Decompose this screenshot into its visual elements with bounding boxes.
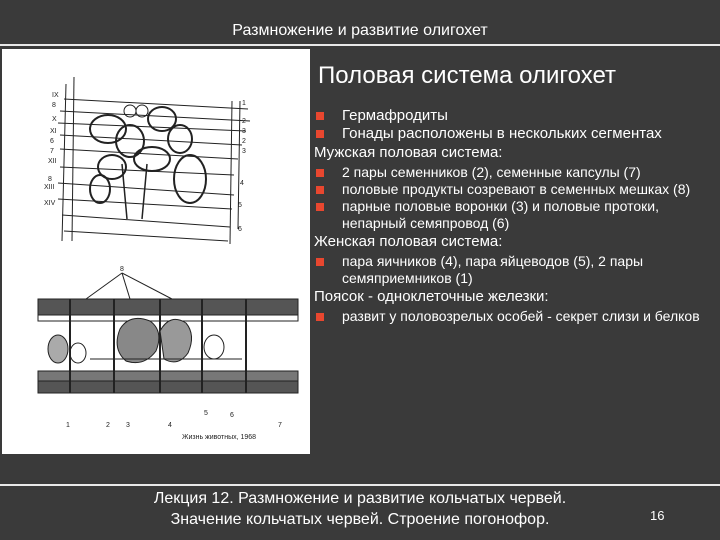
diagram-label: 5 [238, 202, 242, 209]
clitellum-heading: Поясок - одноклеточные железки: [314, 288, 549, 305]
bullet-funnels: парные половые воронки (3) и половые протоки, непарный семяпровод (6) [314, 198, 714, 232]
diagram-label: 6 [50, 138, 54, 145]
bullet-ovaries: пара яичников (4), пара яйцеводов (5), 2 пары семяприемников (1) [314, 253, 714, 287]
female-system-heading: Женская половая система: [314, 233, 503, 250]
diagram-label: 1 [242, 100, 246, 107]
diagram-label: XI [50, 128, 57, 135]
diagram-label: 8 [48, 176, 52, 183]
diagram-label: XIV [44, 200, 56, 207]
page-number: 16 [650, 508, 665, 523]
diagram-label: X [52, 116, 57, 123]
bullet-marker [316, 112, 324, 120]
top-diagram-left-labels [44, 92, 59, 207]
header-title: Размножение и развитие олигохет [232, 22, 488, 39]
figure-caption: Жизнь животных, 1968 [182, 434, 257, 441]
diagram-label: 2 [106, 422, 110, 429]
diagram-label: IX [52, 92, 59, 99]
diagram-label: 1 [66, 422, 70, 429]
footer-line-2: Значение кольчатых червей. Строение погонофор. [170, 511, 550, 528]
bullet-marker [316, 130, 324, 138]
bullet-hermaphrodites: Гермафродиты [314, 107, 714, 125]
content-body [314, 107, 714, 325]
bullet-seminal-vesicles: половые продукты созревают в семенных мешках (8) [314, 181, 714, 198]
diagram-label: 7 [278, 422, 282, 429]
footer-text [100, 488, 620, 530]
bottom-diagram [38, 273, 298, 393]
header-divider [0, 44, 720, 46]
footer-line-1: Лекция 12. Размножение и развитие кольчатых червей. [153, 490, 567, 507]
top-diagram [58, 77, 250, 244]
bullet-gonads: Гонады расположены в нескольких сегментах [314, 125, 714, 143]
bottom-top-label: 8 [120, 266, 124, 273]
diagram-label: XII [48, 158, 57, 165]
diagram-label: 2 [242, 138, 246, 145]
diagram-label: 3 [242, 148, 246, 155]
bullet-marker [316, 258, 324, 266]
anatomy-figure [2, 49, 310, 454]
diagram-label: 8 [52, 102, 56, 109]
bullet-marker [316, 169, 324, 177]
diagram-label: 3 [126, 422, 130, 429]
diagram-label: 5 [204, 410, 208, 417]
bullet-clitellum: развит у половозрелых особей - секрет слизи и белков [314, 308, 714, 325]
slide-heading: Половая система олигохет [318, 62, 616, 89]
bullet-marker [316, 313, 324, 321]
footer-divider [0, 484, 720, 486]
diagram-label: 4 [240, 180, 244, 187]
diagram-label: 6 [230, 412, 234, 419]
bullet-testes: 2 пары семенников (2), семенные капсулы (7) [314, 164, 714, 181]
diagram-label: XIII [44, 184, 55, 191]
diagram-label: 4 [168, 422, 172, 429]
diagram-label: 3 [242, 128, 246, 135]
bullet-marker [316, 203, 324, 211]
bullet-marker [316, 186, 324, 194]
bottom-diagram-labels [66, 410, 282, 429]
diagram-label: 7 [50, 148, 54, 155]
diagram-label: 2 [242, 118, 246, 125]
diagram-label: 6 [238, 226, 242, 233]
male-system-heading: Мужская половая система: [314, 144, 503, 161]
